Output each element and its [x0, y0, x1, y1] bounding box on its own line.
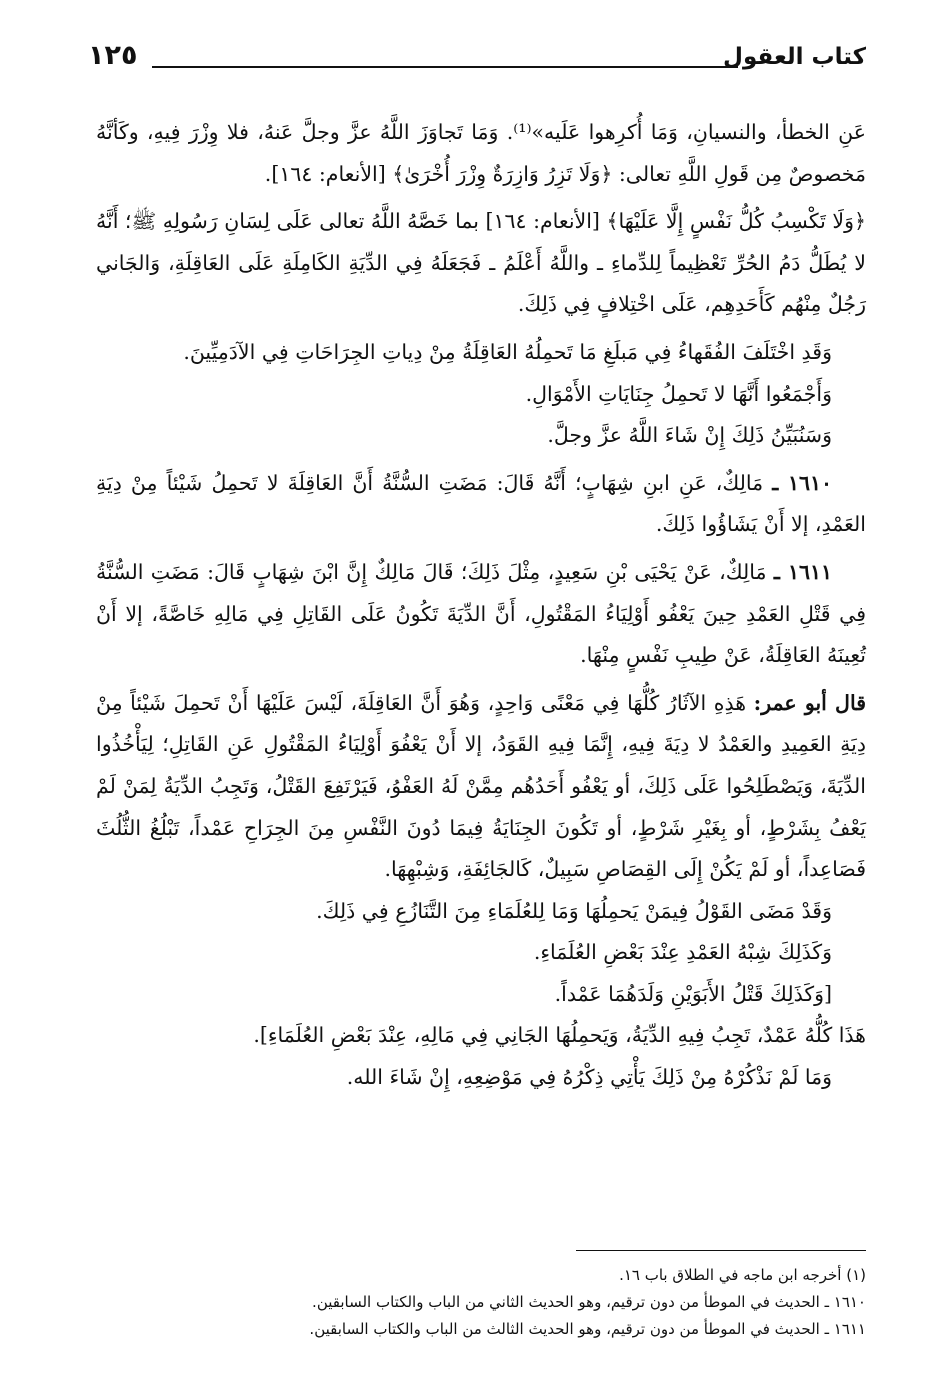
main-text	[96, 112, 866, 1099]
hadith-number: ١٦١٠ ـ	[772, 470, 832, 495]
paragraph: وَسَنُبَيِّنُ ذَلِكَ إِنْ شَاءَ اللَّهُ عزَّ وجلَّ.	[547, 423, 832, 448]
footnote: (١) أخرجه ابن ماجه في الطلاق باب ١٦.	[619, 1266, 866, 1284]
commentary-lead: قال أبو عمر:	[753, 690, 867, 715]
paragraph: هَذَا كُلُّهُ عَمْدٌ، تَجِبُ فِيهِ الدِّيَةُ، وَيَحمِلُهَا الجَانِي فِي مَالِهِ، عِنْدَ بَعْضِ العُلَمَاءِ].	[253, 1023, 866, 1048]
paragraph: عَنِ الخطأ، والنسيانِ، وَمَا أُكرِهوا عَلَيه»⁽¹⁾. وَمَا تَجاوَزَ اللَّهُ عزَّ وجلَّ عَنهُ، فلا وِزْرَ فِيهِ، وكَأنَّهُ مَخصوصٌ مِن قَولِ اللَّهِ تعالى: ﴿وَلَا تَزِرُ وَازِرَةٌ وِزْرَ أُخْرَىٰ﴾ [الأنعام: ١٦٤].	[96, 120, 866, 186]
hadith-number: ١٦١١ ـ	[773, 559, 832, 584]
page-header	[88, 36, 866, 80]
page-number: ١٢٥	[88, 40, 138, 71]
paragraph: وَأَجْمَعُوا أَنَّهَا لا تَحمِلُ جِنَايَاتِ الأَمْوَالِ.	[525, 381, 832, 406]
paragraph: وَمَا لَمْ نَذْكُرْهُ مِنْ ذَلِكَ يَأْتِي ذِكْرُهُ فِي مَوْضِعِهِ، إِنْ شَاءَ الله.	[346, 1065, 832, 1090]
paragraph: وَقَدْ مَضَى القَوْلُ فِيمَنْ يَحمِلُهَا وَمَا لِلعُلَمَاءِ مِنَ التَّنَازُعِ فِي ذَلِكَ.	[316, 898, 832, 923]
paragraph: ﴿وَلَا تَكْسِبُ كُلُّ نَفْسٍ إِلَّا عَلَيْهَا﴾ [الأنعام: ١٦٤] بما خَصَّهُ اللَّهُ تعالى عَلَى لِسَانِ رَسُولِهِ ﷺ؛ أَنَّهُ لا يُطَلُّ دَمُ الحُرِّ تَعْظِيماً لِلدِّماءِ ـ واللَّهُ أَعْلَمُ ـ فَجَعَلَهُ فِي الدِّيَةِ الكَامِلَةِ عَلَى العَاقِلَةِ، وَالجَاني رَجُلٌ مِنْهُم كَأَحَدِهِم، عَلَى اخْتِلافٍ فِي ذَلِكَ.	[96, 209, 866, 317]
footnote: ١٦١٠ ـ الحديث في الموطأ من دون ترقيم، وهو الحديث الثاني من الباب والكتاب السابقين.	[312, 1293, 866, 1311]
footnote-rule	[576, 1250, 866, 1251]
paragraph: وَكَذَلِكَ شِبْهُ العَمْدِ عِنْدَ بَعْضِ العُلَمَاءِ.	[533, 940, 832, 965]
header-rule	[152, 66, 738, 68]
running-title: كتاب العقول	[723, 44, 866, 70]
paragraph: وَقَدِ اخْتَلَفَ الفُقَهاءُ فِي مَبلَغِ مَا تَحمِلُهُ العَاقِلَةُ مِنْ دِياتِ الجِرَاحَاتِ فِي الآدَمِيِّينَ.	[183, 339, 832, 364]
hadith-text: مَالِكٌ، عَنِ ابنِ شِهَابٍ؛ أَنَّهُ قَالَ: مَضَتِ السُّنَّةُ أَنَّ العَاقِلَةَ لا تَحمِلُ شَيْئاً مِنْ دِيَةِ العَمْدِ، إلا أَنْ يَشَاؤُوا ذَلِكَ.	[96, 470, 866, 537]
footnote: ١٦١١ ـ الحديث في الموطأ من دون ترقيم، وهو الحديث الثالث من الباب والكتاب السابقين.	[309, 1320, 866, 1338]
commentary	[96, 683, 866, 891]
hadith-1611	[96, 552, 866, 677]
paragraph: [وَكَذَلِكَ قَتْلُ الأَبَوَيْنِ وَلَدَهُمَا عَمْداً.	[554, 981, 832, 1006]
commentary-text: هَذِهِ الآثَارُ كُلُّهَا فِي مَعْنًى وَاحِدٍ، وَهُوَ أَنَّ العَاقِلَةَ، لَيْسَ عَلَيْهَا أَنْ تَحمِلَ شَيْئاً مِنْ دِيَةِ العَمِيدِ والعَمْدُ لا دِيَةَ فِيهِ، إِنَّمَا فِيهِ القَوَدُ، إلا أَنْ يَعْفُوَ أَوْلِيَاءُ المَقْتُولِ عَنِ القَاتِلِ؛ لِيَأْخُذُوا الدِّيَةَ، وَيَصْطَلِحُوا عَلَى ذَلِكَ، أو يَعْفُو أَحَدُهُم مِمَّنْ لَهُ العَفْوُ، فَيَرْتَفِعَ القَتْلُ، وَتَجِبُ الدِّيَةُ لِمَنْ لَمْ يَعْفُ بِشَرْطٍ، أو بِغَيْرِ شَرْطٍ، أو تَكُونَ الجِنَايَةُ فِيمَا دُونَ النَّفْسِ مِنَ الجِرَاحِ عَمْداً، تَبْلُغُ الثُّلُثَ فَصَاعِداً، أو لَمْ يَكُنْ إِلَى القِصَاصِ سَبِيلٌ، كَالجَائِفَةِ، وَشِبْهِهَا.	[96, 690, 866, 882]
footnotes	[96, 1262, 866, 1343]
hadith-text: مَالِكٌ، عَنْ يَحْيَى بْنِ سَعِيدٍ، مِثْلَ ذَلِكَ؛ قَالَ مَالِكٌ إِنَّ ابْنَ شِهَابٍ قَالَ: مَضَتِ السُّنَّةُ فِي قَتْلِ العَمْدِ حِينَ يَعْفُو أَوْلِيَاءُ المَقْتُولِ، أَنَّ الدِّيَةَ تَكُونُ عَلَى القَاتِلِ فِي مَالِهِ خَاصَّةً، إلا أَنْ تُعِينَهُ العَاقِلَةُ، عَنْ طِيبِ نَفْسٍ مِنْهَا.	[96, 559, 866, 668]
hadith-1610	[96, 463, 866, 546]
